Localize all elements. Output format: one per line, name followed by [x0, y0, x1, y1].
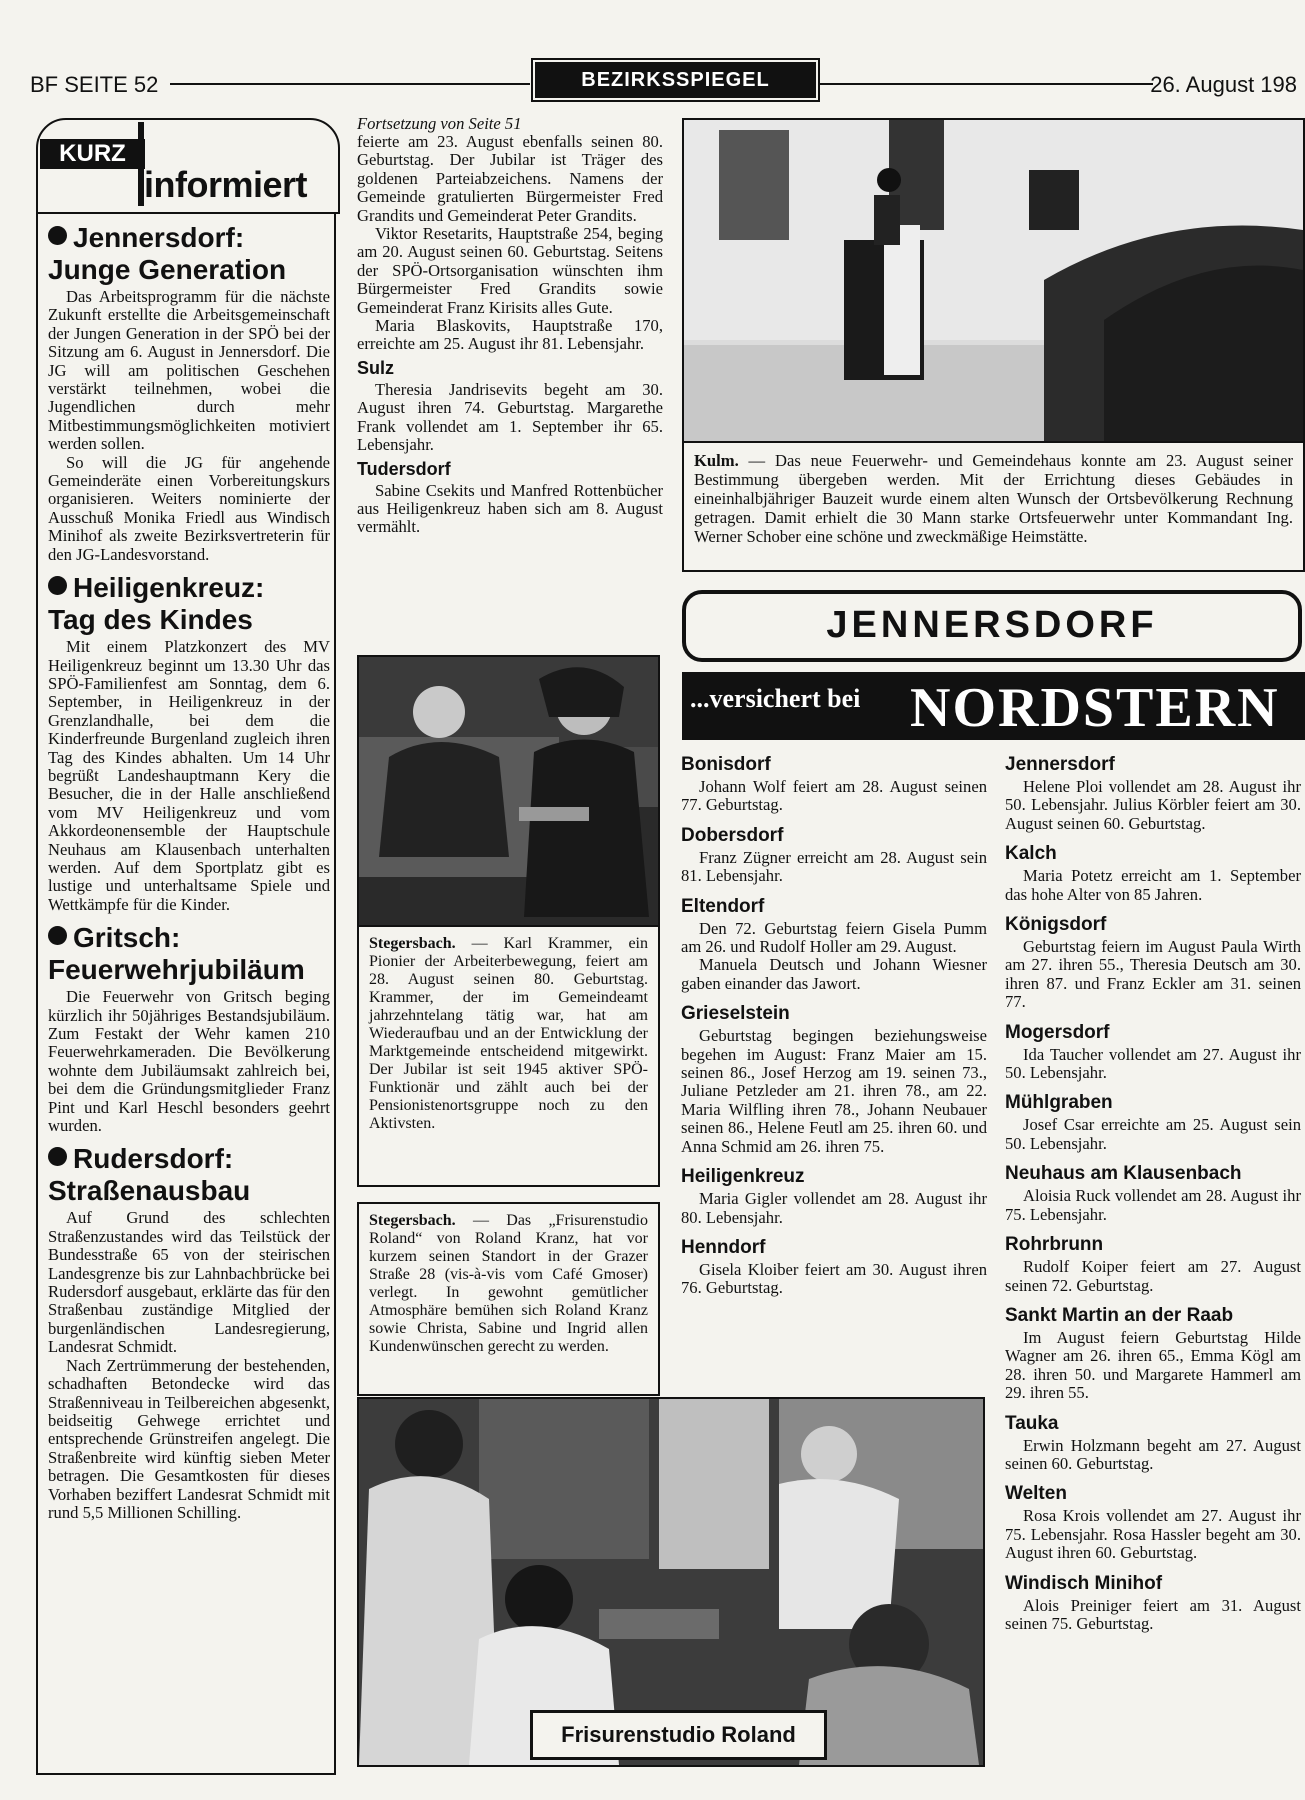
caption-kulm: [682, 441, 1305, 572]
place-heading: Rohrbrunn: [1005, 1234, 1104, 1256]
place-heading: Königsdorf: [1005, 914, 1107, 936]
place-heading: Sulz: [357, 357, 395, 378]
issue-date: 26. August 198: [1150, 72, 1297, 97]
header-rule-right: [818, 83, 1153, 85]
caption-text: — Karl Krammer, ein Pionier der Arbeiterbewegung, feiert am 28. August seinen 80. Geburtstag. Krammer, der im Gemeindeamt jahrzehntelang tätig war, hat am Wiederaufbau und an der Entwicklung der Marktgemeinde entscheidend mitgewirkt. Der Jubilar ist seit 1945 aktiver SPÖ-Funktionär und zählt auch bei der Pensionistenortsgruppe noch zu den Aktivsten.: [369, 935, 648, 1132]
article-paragraph: Auf Grund des schlechten Straßenzustandes wird das Teilstück der Bundesstraße 65 von der steirischen Landesgrenze bis zur Lahnbachbrücke bei Rudersdorf ausgebaut, erklärte das für den Straßenbau zuständige Mitglied der burgenländischen Landesregierung, Landesrat Schmidt.: [48, 1208, 330, 1357]
place-heading: Tauka: [1005, 1412, 1059, 1434]
place-heading: Henndorf: [681, 1236, 766, 1258]
entry-text: Gisela Kloiber feiert am 30. August ihren 76. Geburtstag.: [681, 1259, 987, 1298]
entry-text: Ida Taucher vollendet am 27. August ihr 50. Lebensjahr.: [1005, 1044, 1301, 1083]
entry-text: Im August feiern Geburtstag Hilde Wagner am 26. ihren 65., Emma Kögl am 28. ihren 50. und Margarete Hammerl am 29. ihren 55.: [1005, 1327, 1301, 1403]
article-paragraph: feierte am 23. August ebenfalls seinen 80. Geburtstag. Der Jubilar ist Träger des goldenen Parteiabzeichens. Namens der Gemeinde gratulierten Bürgermeister Fred Grandits und Gemeinderat Peter Grandits.: [357, 132, 663, 225]
article-gritsch: [48, 922, 330, 1135]
entry-text: Maria Gigler vollendet am 28. August ihr 80. Lebensjahr.: [681, 1189, 987, 1227]
article-heading: Rudersdorf:: [73, 1143, 234, 1175]
entry-text: Rudolf Koiper feiert am 27. August seinen 72. Geburtstag.: [1005, 1257, 1301, 1295]
continued-note: Fortsetzung von Seite 51: [357, 114, 522, 133]
nordstern-small: ...versichert bei: [690, 684, 861, 713]
continuation-column: [357, 114, 663, 537]
article-paragraph: Die Feuerwehr von Gritsch beging kürzlich ihr 50jähriges Bestandsjubiläum. Zum Festakt der Wehr kamen 210 Feuerwehrkameraden. Die Bevölkerung wohnte dem Jubiläumsakt zahlreich bei, bei dem die Gründungsmitglieder Franz Pint und Karl Heschl besonders geehrt wurden.: [48, 987, 330, 1136]
article-subheading: Junge Generation: [48, 254, 287, 285]
article-paragraph: Viktor Resetarits, Hauptstraße 254, beging am 20. August seinen 60. Geburtstag. Seitens der SPÖ-Ortsorganisation wünschten ihm Bürgermeister Fred Grandits sowie Gemeinderat Franz Kirisits alles Gute.: [357, 224, 663, 317]
place-heading: Eltendorf: [681, 895, 765, 917]
article-jennersdorf: [48, 222, 330, 564]
place-heading: Mühlgraben: [1005, 1092, 1113, 1114]
entry-text: Johann Wolf feiert am 28. August seinen 77. Geburtstag.: [681, 777, 987, 815]
article-heiligenkreuz: [48, 572, 330, 914]
place-heading: Dobersdorf: [681, 824, 784, 846]
article-paragraph: Theresia Jandrisevits begeht am 30. August ihren 74. Geburtstag. Margarethe Frank vollendet am 1. September ihr 65. Lebensjahr.: [357, 379, 663, 455]
place-heading: Mogersdorf: [1005, 1021, 1110, 1043]
article-heading: Jennersdorf:: [73, 222, 245, 253]
place-heading: Tudersdorf: [357, 458, 451, 479]
place-heading: Heiligenkreuz: [681, 1166, 805, 1188]
bullet-icon: [48, 926, 67, 945]
place-heading: Neuhaus am Klausenbach: [1005, 1163, 1242, 1185]
section-title: BEZIRKSSPIEGEL: [535, 62, 816, 98]
bullet-icon: [48, 1147, 67, 1166]
place-heading: Welten: [1005, 1483, 1067, 1505]
entry-text: Maria Potetz erreicht am 1. September das hohe Alter von 85 Jahren.: [1005, 866, 1301, 904]
article-subheading: Feuerwehrjubiläum: [48, 954, 305, 986]
caption-frisur: [357, 1202, 660, 1396]
place-heading: Bonisdorf: [681, 754, 771, 775]
jennersdorf-title: JENNERSDORF: [826, 604, 1158, 646]
photo-label: Frisurenstudio Roland: [530, 1710, 827, 1760]
list-right: [1005, 754, 1301, 1643]
article-heading: Heiligenkreuz:: [73, 572, 265, 604]
entry-text: Erwin Holzmann begeht am 27. August seinen 60. Geburtstag.: [1005, 1435, 1301, 1473]
caption-text: — Das neue Feuerwehr- und Gemeindehaus konnte am 23. August seiner Bestimmung übergeben werden. Mit der Errichtung dieses Gebäudes in eineinhalbjähriger Bauzeit wurde einem alten Wunsch der Ortsbevölkerung Rechnung getragen. Damit erhielt die 30 Mann starke Ortsfeuerwehr unter Kommandant Ing. Werner Schober eine schöne und zweckmäßige Heimstätte.: [694, 451, 1293, 546]
header-rule-left: [170, 83, 530, 85]
article-paragraph: Nach Zertrümmerung der bestehenden, schadhaften Betondecke wird das Straßenniveau in Teilbereichen abgesenkt, beidseitig Gehwege errichtet und entsprechende Grünstreifen angelegt. Die Straßenbreite wird künftig sieben Meter betragen. Die Gesamtkosten für dieses Vorhaben beziffert Landesrat Schmidt mit rund 5,5 Millionen Schilling.: [48, 1355, 330, 1522]
bullet-icon: [48, 226, 67, 245]
place-heading: Kalch: [1005, 843, 1057, 865]
article-subheading: Straßenausbau: [48, 1175, 251, 1207]
entry-text: Geburtstag feiern im August Paula Wirth am 27. ihren 55., Theresia Deutsch am 30. ihren 87. und Franz Eckler am 31. seinen 77.: [1005, 937, 1301, 1012]
photo-kulm-image: [684, 120, 1303, 441]
nordstern-logo: NORDSTERN: [910, 677, 1280, 739]
entry-text: Den 72. Geburtstag feiern Gisela Pumm am 26. und Rudolf Holler am 29. August.: [681, 918, 987, 957]
article-paragraph: So will die JG für angehende Gemeinderäte einen Vorbereitungskurs organisieren. Weiters nominierte der Ausschuß Monika Friedl aus Windisch Minihof als zweite Bezirksvertreterin für den JG-Landesvorstand.: [48, 452, 330, 564]
photo-krammer: [357, 655, 660, 927]
entry-text: Aloisia Ruck vollendet am 28. August ihr 75. Lebensjahr.: [1005, 1186, 1301, 1224]
place-heading: Sankt Martin an der Raab: [1005, 1304, 1234, 1326]
article-paragraph: Maria Blaskovits, Hauptstraße 170, erreichte am 25. August ihr 81. Lebensjahr.: [357, 316, 663, 354]
article-heading: Gritsch:: [73, 922, 181, 954]
photo-krammer-image: [359, 657, 658, 925]
kurz-articles: [48, 222, 330, 1522]
kurz-title: informiert: [144, 164, 308, 205]
entry-text: Rosa Krois vollendet am 27. August ihr 75. Lebensjahr. Rosa Hassler begeht am 30. August ihren 60. Geburtstag.: [1005, 1506, 1301, 1563]
list-left: [681, 754, 987, 1308]
caption-krammer: [357, 925, 660, 1187]
article-paragraph: Mit einem Platzkonzert des MV Heiligenkreuz beginnt um 13.30 Uhr das SPÖ-Familienfest am Sonntag, dem 6. September, in Heiligenkreuz in der Grenzlandhalle, bei dem die Kinderfreunde Burgenland zugleich ihren Tag des Kindes abhalten. Um 14 Uhr begrüßt Landeshauptmann Kery die Besucher, die in der Halle anschließend vom MV Heiligenkreuz und vom Akkordeonensemble der Hauptschule Neuhaus am Klausenbach unterhalten werden. Auf dem Sportplatz gibt es lustige und unterhaltsame Spiele und Wettkämpfe für die Kinder.: [48, 637, 330, 914]
page-number: BF SEITE 52: [30, 72, 159, 97]
caption-text: — Das „Frisurenstudio Roland“ von Roland Kranz, hat vor kurzem seinen Standort in der Grazer Straße 28 (vis-à-vis vom Café Gmoser) verlegt. In gewohnt gemütlicher Atmosphäre bemühen sich Roland Kranz sowie Christa, Sabine und Ingrid allen Kundenwünschen gerecht zu werden.: [369, 1212, 648, 1355]
entry-text: Helene Ploi vollendet am 28. August ihr 50. Lebensjahr. Julius Körbler feiert am 30. August seinen 60. Geburtstag.: [1005, 777, 1301, 833]
entry-text: Geburtstag begingen beziehungsweise begehen im August: Franz Maier am 15. seinen 86., Josef Herzog am 19. seinen 73., Juliane Petzleder am 21. ihren 78., am 22. Maria Wilfling ihren 78., Johann Neubauer seinen 86., Helene Feutl am 25. ihren 60. und Anna Schmid am 26. ihren 75.: [681, 1026, 987, 1156]
caption-lead: Kulm.: [694, 451, 739, 470]
place-heading: Jennersdorf: [1005, 754, 1115, 775]
article-rudersdorf: [48, 1143, 330, 1522]
photo-kulm: [682, 118, 1305, 443]
bullet-icon: [48, 576, 67, 595]
place-heading: Windisch Minihof: [1005, 1572, 1163, 1594]
article-subheading: Tag des Kindes: [48, 604, 253, 636]
entry-text: Alois Preiniger feiert am 31. August seinen 75. Geburtstag.: [1005, 1595, 1301, 1633]
caption-lead: Stegersbach.: [369, 1212, 456, 1229]
article-paragraph: Sabine Csekits und Manfred Rottenbücher aus Heiligenkreuz haben sich am 8. August vermählt.: [357, 480, 663, 537]
caption-lead: Stegersbach.: [369, 935, 456, 952]
entry-text: Josef Csar erreichte am 25. August sein 50. Lebensjahr.: [1005, 1115, 1301, 1153]
entry-text: Manuela Deutsch und Johann Wiesner gaben einander das Jawort.: [681, 955, 987, 993]
kurz-tab: KURZ: [40, 139, 145, 169]
entry-text: Franz Zügner erreicht am 28. August sein 81. Lebensjahr.: [681, 847, 987, 886]
article-paragraph: Das Arbeitsprogramm für die nächste Zukunft erstellte die Arbeitsgemeinschaft der Jungen Generation in der SPÖ bei der Sitzung am 6. August in Jennersdorf. Die JG will am politischen Geschehen verstärkt teilnehmen, wobei die Jugendlichen durch mehr Mitbestimmungsmöglichkeiten motiviert werden sollen.: [48, 287, 330, 454]
place-heading: Grieselstein: [681, 1003, 790, 1025]
